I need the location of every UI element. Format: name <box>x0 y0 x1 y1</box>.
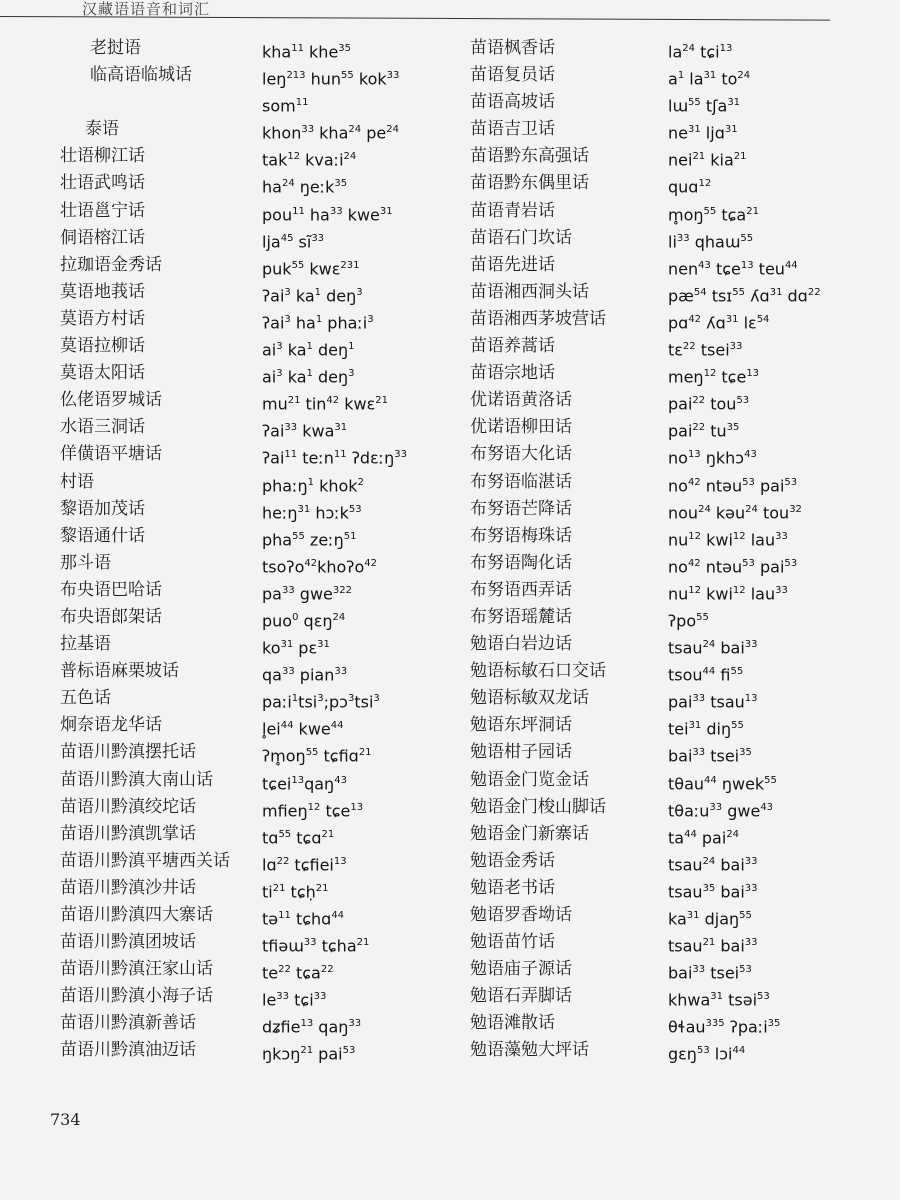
language-name: 壮语柳江话 <box>60 146 145 167</box>
language-name: 拉基语 <box>60 634 111 655</box>
phonetic-form: tfiəɯ$^{33}$ tɕha$^{21}$ <box>262 936 370 956</box>
phonetic-form: $ti^{21}$ tɕḥ$^{21}$ <box>262 882 329 902</box>
phonetic-form: $te^{22}$ tɕa$^{22}$ <box>262 963 334 983</box>
phonetic-form: $ʔm̥oŋ^{55}$ tɕfiɑ$^{21}$ <box>262 746 372 766</box>
language-name: 布努语芒降话 <box>470 498 572 519</box>
phonetic-form: pɑ$^{42}$ ʎɑ$^{31}$ lɛ$^{54}$ <box>668 313 770 333</box>
phonetic-form: tei$^{31}$ diŋ$^{55}$ <box>668 719 744 739</box>
entry-row <box>60 604 460 631</box>
running-title: 汉藏语语音和词汇 <box>82 0 211 18</box>
phonetic-form: $ko^{31}$ pɛ$^{31}$ <box>262 638 330 658</box>
language-name: 莫语地莪话 <box>60 281 145 302</box>
phonetic-form: ʔai$^{11}$ teːn$^{11}$ ʔdɛːŋ$^{33}$ <box>262 448 407 468</box>
entry-row <box>60 523 460 550</box>
language-name: 苗语川黔滇绞坨话 <box>60 796 196 817</box>
language-name: 苗语湘西洞头话 <box>470 281 589 302</box>
phonetic-form: $no^{42}$ ntəu$^{53}$ pai$^{53}$ <box>668 475 798 495</box>
language-name: 苗语青岩话 <box>470 200 555 221</box>
phonetic-form: θɬau$^{335}$ ʔpaːi$^{35}$ <box>668 1017 781 1037</box>
entry-row <box>470 1010 890 1037</box>
entry-row <box>60 739 460 766</box>
entry-row <box>470 712 890 739</box>
phonetic-form: tə$^{11}$ tɕhɑ$^{44}$ <box>262 909 345 929</box>
phonetic-form: som$^{11}$ <box>262 96 309 116</box>
entry-row <box>470 279 890 306</box>
language-name: 佯僙语平塘话 <box>60 444 162 465</box>
phonetic-form: tθau$^{44}$ ŋwek$^{55}$ <box>668 773 777 793</box>
right-column <box>470 35 890 1065</box>
language-name: 勉语藻勉大坪话 <box>470 1040 589 1061</box>
phonetic-form: $li^{33}$ qhaɯ$^{55}$ <box>668 231 754 251</box>
entry-row <box>60 469 460 496</box>
phonetic-form: dʑfie$^{13}$ qaŋ$^{33}$ <box>262 1017 362 1037</box>
entry-row <box>60 360 460 387</box>
entry-row <box>60 89 460 116</box>
entry-row <box>470 225 890 252</box>
language-name: 壮语武鸣话 <box>60 173 145 194</box>
entry-row <box>60 821 460 848</box>
phonetic-form: quɑ$^{12}$ <box>668 177 712 197</box>
language-name: 苗语川黔滇平塘西关话 <box>60 850 230 871</box>
entry-row <box>470 143 890 170</box>
language-name: 仫佬语罗城话 <box>60 390 162 411</box>
language-name: 苗语养蒿话 <box>470 336 555 357</box>
phonetic-form: pai$^{33}$ tsau$^{13}$ <box>668 692 758 712</box>
phonetic-form: khwa$^{31}$ tsəi$^{53}$ <box>668 990 770 1010</box>
entry-row <box>60 441 460 468</box>
phonetic-form: phaːŋ$^1$ khok$^2$ <box>262 475 364 495</box>
language-name: 勉语白岩边话 <box>470 634 572 655</box>
language-name: 布努语瑶麓话 <box>470 606 572 627</box>
entry-row <box>470 767 890 794</box>
language-name: 勉语老书话 <box>470 877 555 898</box>
phonetic-form: lja$^{45}$ $sĩ^{33}$ <box>262 231 325 251</box>
language-name: 莫语太阳话 <box>60 363 145 384</box>
phonetic-form: $m̥oŋ^{55}$ tɕa$^{21}$ <box>668 204 759 224</box>
phonetic-form: lɑ$^{22}$ tɕfiei$^{13}$ <box>262 855 347 875</box>
phonetic-form: $qa^{33}$ pian$^{33}$ <box>262 665 348 685</box>
entry-row <box>470 685 890 712</box>
phonetic-form: pai$^{22}$ $tu^{35}$ <box>668 421 740 441</box>
entry-row <box>60 550 460 577</box>
entry-row <box>60 1037 460 1064</box>
entry-row <box>470 360 890 387</box>
language-name: 泰语 <box>85 119 119 140</box>
phonetic-form: puo$^0$ qɛŋ$^{24}$ <box>262 611 346 631</box>
entry-row <box>60 116 460 143</box>
language-name: 老挝语 <box>90 38 141 58</box>
phonetic-form: $ai^3$ $ka^1$ deŋ$^1$ <box>262 340 355 360</box>
phonetic-form: tθaːu$^{33}$ gwe$^{43}$ <box>668 800 774 820</box>
phonetic-form: heːŋ$^{31}$ hɔːk$^{53}$ <box>262 502 362 522</box>
entry-row <box>470 902 890 929</box>
language-name: 苗语石门坎话 <box>470 227 572 248</box>
entry-row <box>60 225 460 252</box>
language-name: 苗语宗地话 <box>470 363 555 384</box>
entry-row <box>60 956 460 983</box>
entry-row <box>470 523 890 550</box>
language-name: 苗语川黔滇沙井话 <box>60 877 196 898</box>
phonetic-form: $ne^{31}$ ljɑ$^{31}$ <box>668 123 738 143</box>
phonetic-form: pai$^{22}$ tou$^{53}$ <box>668 394 750 414</box>
entry-row <box>60 496 460 523</box>
entry-row <box>60 794 460 821</box>
language-name: 布央语巴哈话 <box>60 579 162 600</box>
phonetic-form: $pæ^{54}$ tsɪ$^{55}$ ʎɑ$^{31}$ dɑ$^{22}$ <box>668 286 821 306</box>
phonetic-form: $la^{24}$ tɕi$^{13}$ <box>668 42 733 62</box>
language-name: 优诺语黄洛话 <box>470 390 572 411</box>
phonetic-form: ʔai$^{33}$ kwa$^{31}$ <box>262 421 348 441</box>
entry-row <box>470 116 890 143</box>
entry-row <box>470 604 890 631</box>
entry-row <box>60 279 460 306</box>
phonetic-form: $a^1$ $la^{31}$ $to^{24}$ <box>668 69 751 89</box>
phonetic-form: pou$^{11}$ $ha^{33}$ kwe$^{31}$ <box>262 204 393 224</box>
phonetic-form: $ai^3$ $ka^1$ deŋ$^3$ <box>262 367 355 387</box>
phonetic-form: tɕei$^{13}$qaŋ$^{43}$ <box>262 773 347 793</box>
phonetic-form: meŋ$^{12}$ tɕe$^{13}$ <box>668 367 760 387</box>
language-name: 苗语枫香话 <box>470 38 555 58</box>
entry-row <box>470 848 890 875</box>
entry-row <box>60 875 460 902</box>
entry-row <box>470 1037 890 1064</box>
entry-row <box>470 306 890 333</box>
language-name: 勉语标敏双龙话 <box>470 688 589 709</box>
language-name: 村语 <box>60 471 94 492</box>
phonetic-form: $pa^{33}$ gwe$^{322}$ <box>262 584 352 604</box>
language-name: 布央语郎架话 <box>60 606 162 627</box>
language-name: 勉语庙子源话 <box>470 959 572 980</box>
phonetic-form: $mu^{21}$ tin$^{42}$ kwɛ$^{21}$ <box>262 394 388 414</box>
language-name: 拉珈语金秀话 <box>60 254 162 275</box>
entry-row <box>470 89 890 116</box>
entry-row <box>470 956 890 983</box>
phonetic-form: tsau$^{24}$ bai$^{33}$ <box>668 855 758 875</box>
entry-row <box>60 35 460 62</box>
language-name: 勉语苗竹话 <box>470 932 555 953</box>
entry-row <box>60 929 460 956</box>
language-name: 勉语金门览金话 <box>470 769 589 790</box>
language-name: 勉语柑子园话 <box>470 742 572 763</box>
language-name: 勉语滩散话 <box>470 1013 555 1034</box>
entry-row <box>60 143 460 170</box>
phonetic-form: bai$^{33}$ tsei$^{35}$ <box>668 746 752 766</box>
entry-row <box>470 252 890 279</box>
phonetic-form: mfieŋ$^{12}$ tɕe$^{13}$ <box>262 800 364 820</box>
language-name: 苗语高坡话 <box>470 92 555 113</box>
language-name: 苗语川黔滇大南山话 <box>60 769 213 790</box>
entry-row <box>470 658 890 685</box>
language-name: 优诺语柳田话 <box>470 417 572 438</box>
entry-row <box>470 631 890 658</box>
language-name: 临高语临城话 <box>90 65 192 86</box>
language-name: 水语三洞话 <box>60 417 145 438</box>
entry-row <box>60 712 460 739</box>
entry-row <box>60 685 460 712</box>
phonetic-form: $ta^{44}$ pai$^{24}$ <box>668 828 740 848</box>
language-name: 苗语先进话 <box>470 254 555 275</box>
phonetic-form: gɛŋ$^{53}$ lɔi$^{44}$ <box>668 1044 746 1064</box>
language-name: 炯奈语龙华话 <box>60 715 162 736</box>
entry-row <box>60 631 460 658</box>
entry-row <box>60 983 460 1010</box>
language-name: 苗语川黔滇新善话 <box>60 1013 196 1034</box>
phonetic-form: $nu^{12}$ kwi$^{12}$ lau$^{33}$ <box>668 584 788 604</box>
language-name: 布努语西弄话 <box>470 579 572 600</box>
phonetic-form: tak$^{12}$ kvaːi$^{24}$ <box>262 150 357 170</box>
phonetic-form: pha$^{55}$ zeːŋ$^{51}$ <box>262 530 357 550</box>
language-name: 壮语邕宁话 <box>60 200 145 221</box>
language-name: 普标语麻栗坡话 <box>60 661 179 682</box>
language-name: 苗语川黔滇凯掌话 <box>60 823 196 844</box>
language-name: 布努语陶化话 <box>470 552 572 573</box>
language-name: 布努语大化话 <box>470 444 572 465</box>
entry-row <box>60 306 460 333</box>
phonetic-form: $l̥ei^{44}$ kwe$^{44}$ <box>262 719 344 739</box>
phonetic-form: puk$^{55}$ kwɛ$^{231}$ <box>262 259 360 279</box>
language-name: 苗语川黔滇小海子话 <box>60 986 213 1007</box>
entry-row <box>470 198 890 225</box>
language-name: 黎语通什话 <box>60 525 145 546</box>
phonetic-form: nou$^{24}$ kəu$^{24}$ tou$^{32}$ <box>668 502 802 522</box>
entry-row <box>470 441 890 468</box>
language-name: 苗语川黔滇汪家山话 <box>60 959 213 980</box>
phonetic-form: tsau$^{35}$ bai$^{33}$ <box>668 882 758 902</box>
entry-row <box>60 198 460 225</box>
phonetic-form: $no^{42}$ ntəu$^{53}$ pai$^{53}$ <box>668 557 798 577</box>
phonetic-form: $ha^{24}$ ŋeːk$^{35}$ <box>262 177 348 197</box>
phonetic-form: $le^{33}$ tɕi$^{33}$ <box>262 990 327 1010</box>
entry-row <box>60 170 460 197</box>
phonetic-form: $ka^{31}$ djaŋ$^{55}$ <box>668 909 752 929</box>
phonetic-form: tsau$^{24}$ bai$^{33}$ <box>668 638 758 658</box>
entry-row <box>60 658 460 685</box>
language-name: 勉语金门新寨话 <box>470 823 589 844</box>
language-name: 五色话 <box>60 688 111 709</box>
language-name: 勉语金门梭山脚话 <box>470 796 606 817</box>
language-name: 苗语湘西茅坡营话 <box>470 308 606 329</box>
entry-row <box>60 333 460 360</box>
language-name: 勉语罗香坳话 <box>470 905 572 925</box>
phonetic-form: kha$^{11}$ khe$^{35}$ <box>262 42 352 62</box>
entry-row <box>470 550 890 577</box>
language-name: 苗语复员话 <box>470 65 555 86</box>
language-name: 苗语川黔滇四大寨话 <box>60 905 213 925</box>
phonetic-form: paːi$^1$tsi$^3$;pɔ$^3$tsi$^3$ <box>262 692 380 712</box>
language-name: 苗语川黔滇团坡话 <box>60 932 196 953</box>
entry-row <box>470 62 890 89</box>
entry-row <box>470 333 890 360</box>
phonetic-form: nei$^{21}$ kia$^{21}$ <box>668 150 747 170</box>
language-name: 勉语标敏石口交话 <box>470 661 606 682</box>
language-name: 莫语方村话 <box>60 308 145 329</box>
entry-row <box>60 252 460 279</box>
phonetic-form: tsau$^{21}$ bai$^{33}$ <box>668 936 758 956</box>
left-column <box>60 35 460 1065</box>
language-name: 苗语黔东高强话 <box>470 146 589 167</box>
entry-row <box>60 387 460 414</box>
phonetic-form: ʔai$^3$ $ha^1$ phaːi$^3$ <box>262 313 374 333</box>
language-name: 苗语川黔滇油迈话 <box>60 1040 196 1061</box>
entry-row <box>470 414 890 441</box>
language-name: 勉语东坪洞话 <box>470 715 572 736</box>
phonetic-form: nen$^{43}$ tɕe$^{13}$ teu$^{44}$ <box>668 259 798 279</box>
phonetic-form: leŋ$^{213}$ hun$^{55}$ kok$^{33}$ <box>262 69 400 89</box>
entry-row <box>470 469 890 496</box>
entry-row <box>60 848 460 875</box>
entry-row <box>60 767 460 794</box>
entry-row <box>470 577 890 604</box>
phonetic-form: bai$^{33}$ tsei$^{53}$ <box>668 963 752 983</box>
language-name: 苗语川黔滇摆托话 <box>60 742 196 763</box>
entry-row <box>60 577 460 604</box>
language-name: 勉语金秀话 <box>470 850 555 871</box>
language-name: 莫语拉柳话 <box>60 336 145 357</box>
entry-row <box>470 929 890 956</box>
phonetic-form: $no^{13}$ ŋkhɔ$^{43}$ <box>668 448 757 468</box>
page-number: 734 <box>50 1110 81 1129</box>
entry-row <box>470 821 890 848</box>
language-name: 侗语榕江话 <box>60 227 145 248</box>
phonetic-form: lɯ$^{55}$ tʃa$^{31}$ <box>668 96 741 116</box>
language-name: 苗语黔东偶里话 <box>470 173 589 194</box>
language-name: 苗语吉卫话 <box>470 119 555 140</box>
entry-row <box>470 875 890 902</box>
entry-row <box>470 496 890 523</box>
phonetic-form: $nu^{12}$ kwi$^{12}$ lau$^{33}$ <box>668 530 788 550</box>
phonetic-form: tsoʔo$^{42}$khoʔo$^{42}$ <box>262 557 377 577</box>
entry-row <box>60 414 460 441</box>
entry-row <box>60 1010 460 1037</box>
phonetic-form: ʔpo$^{55}$ <box>668 611 709 631</box>
entry-row <box>60 62 460 89</box>
phonetic-form: tɑ$^{55}$ tɕɑ$^{21}$ <box>262 828 335 848</box>
entry-row <box>60 902 460 929</box>
phonetic-form: ʔai$^3$ $ka^1$ deŋ$^3$ <box>262 286 363 306</box>
entry-row <box>470 794 890 821</box>
language-name: 黎语加茂话 <box>60 498 145 519</box>
phonetic-form: khon$^{33}$ kha$^{24}$ $pe^{24}$ <box>262 123 399 143</box>
language-name: 布努语临湛话 <box>470 471 572 492</box>
entry-row <box>470 983 890 1010</box>
phonetic-form: tɛ$^{22}$ tsei$^{33}$ <box>668 340 743 360</box>
entry-row <box>470 387 890 414</box>
language-name: 那斗语 <box>60 552 111 573</box>
phonetic-form: tsou$^{44}$ $fi^{55}$ <box>668 665 744 685</box>
entry-row <box>470 739 890 766</box>
entry-row <box>470 170 890 197</box>
entry-row <box>470 35 890 62</box>
language-name: 勉语石弄脚话 <box>470 986 572 1007</box>
language-name: 布努语梅珠话 <box>470 525 572 546</box>
phonetic-form: ŋkɔŋ$^{21}$ pai$^{53}$ <box>262 1044 356 1064</box>
